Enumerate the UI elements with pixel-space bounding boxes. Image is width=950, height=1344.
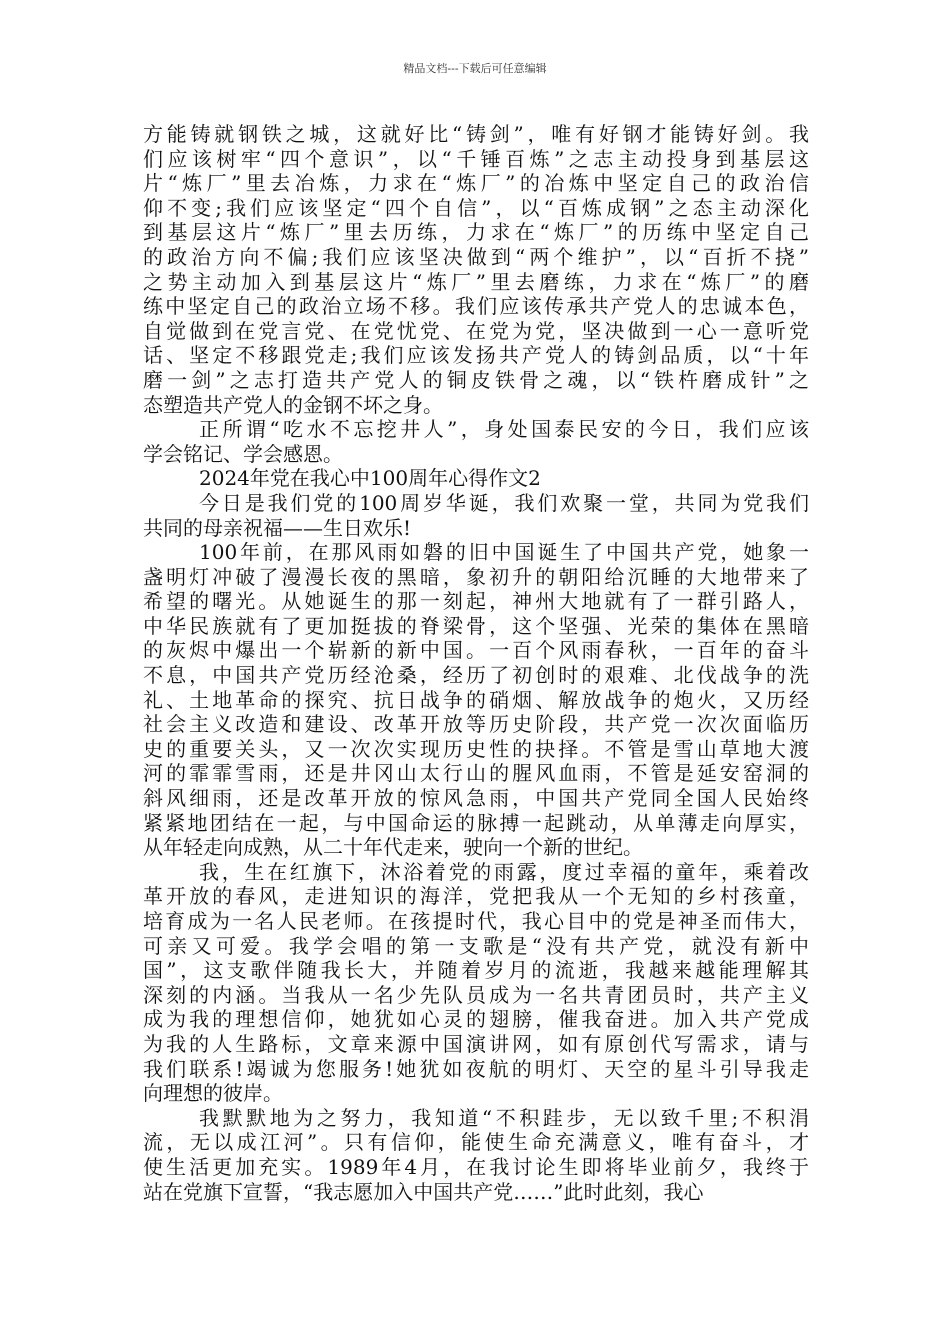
text-line: 社会主义改造和建设、改革开放等历史阶段，共产党一次次面临历 (143, 712, 809, 737)
text-line: 的政治方向不偏;我们应该坚决做到“两个维护”，以“百折不挠” (143, 244, 809, 269)
text-line: 可亲又可爱。我学会唱的第一支歌是“没有共产党，就没有新中 (143, 933, 809, 958)
text-line: 斜风细雨，还是改革开放的惊风急雨，中国共产党同全国人民始终 (143, 786, 809, 811)
text-line: 们应该树牢“四个意识”，以“千锤百炼”之志主动投身到基层这 (143, 146, 809, 171)
text-line: 我们联系!竭诚为您服务!她犹如夜航的明灯、天空的星斗引导我走 (143, 1056, 809, 1081)
paragraph (143, 491, 809, 540)
paragraph (143, 540, 809, 860)
text-line: 2024年党在我心中100周年心得作文2 (199, 466, 541, 491)
text-line: 成为我的理想信仰，她犹如心灵的翅膀，催我奋进。加入共产党成 (143, 1007, 809, 1032)
page-header: 精品文档---下载后可任意编辑 (403, 62, 547, 75)
paragraph (143, 860, 809, 1106)
text-line: 中华民族就有了更加挺拔的脊梁骨，这个坚强、光荣的集体在黑暗 (143, 613, 809, 638)
document-body (143, 122, 809, 1204)
paragraph (143, 1106, 809, 1204)
text-line: 练中坚定自己的政治立场不移。我们应该传承共产党人的忠诚本色， (143, 294, 809, 319)
text-line: 站在党旗下宣誓，“我志愿加入中国共产党……”此时此刻，我心 (143, 1179, 704, 1204)
paragraph (143, 466, 809, 491)
text-line: 深刻的内涵。当我从一名少先队员成为一名共青团员时，共产主义 (143, 982, 809, 1007)
text-line: 史的重要关头，又一次次实现历史性的抉择。不管是雪山草地大渡 (143, 736, 809, 761)
text-line: 正所谓“吃水不忘挖井人”，身处国泰民安的今日，我们应该 (199, 417, 809, 442)
text-line: 片“炼厂”里去冶炼，力求在“炼厂”的冶炼中坚定自己的政治信 (143, 171, 809, 196)
text-line: 态塑造共产党人的金钢不坏之身。 (143, 392, 443, 417)
text-line: 之势主动加入到基层这片“炼厂”里去磨练，力求在“炼厂”的磨 (143, 269, 809, 294)
text-line: 方能铸就钢铁之城，这就好比“铸剑”，唯有好钢才能铸好剑。我 (143, 122, 809, 146)
text-line: 我默默地为之努力，我知道“不积跬步，无以致千里;不积涓 (199, 1105, 809, 1130)
text-line: 河的霏霏雪雨，还是井冈山太行山的腥风血雨，不管是延安窑洞的 (143, 761, 809, 786)
text-line: 培育成为一名人民老师。在孩提时代，我心目中的党是神圣而伟大， (143, 909, 809, 933)
text-line: 礼、土地革命的探究、抗日战争的硝烟、解放战争的炮火，又历经 (143, 687, 809, 712)
text-line: 为我的人生路标，文章来源中国演讲网，如有原创代写需求，请与 (143, 1031, 809, 1056)
text-line: 的灰烬中爆出一个崭新的新中国。一百个风雨春秋，一百年的奋斗 (143, 638, 809, 663)
text-line: 国”，这支歌伴随我长大，并随着岁月的流逝，我越来越能理解其 (143, 958, 809, 983)
paragraph (143, 122, 809, 417)
text-line: 使生活更加充实。1989年4月，在我讨论生即将毕业前夕，我终于 (143, 1154, 809, 1179)
text-line: 学会铭记、学会感恩。 (143, 441, 343, 466)
text-line: 共同的母亲祝福——生日欢乐! (143, 515, 412, 540)
text-line: 话、坚定不移跟党走;我们应该发扬共产党人的铸剑品质，以“十年 (143, 343, 809, 368)
text-line: 紧紧地团结在一起，与中国命运的脉搏一起跳动，从单薄走向厚实， (143, 810, 809, 835)
text-line: 不息，中国共产党历经沧桑，经历了初创时的艰难、北伐战争的洗 (143, 663, 809, 688)
text-line: 革开放的春风，走进知识的海洋，党把我从一个无知的乡村孩童， (143, 884, 809, 909)
text-line: 从年轻走向成熟，从二十年代走来，驶向一个新的世纪。 (143, 835, 643, 860)
text-line: 自觉做到在党言党、在党忧党、在党为党，坚决做到一心一意听党 (143, 318, 809, 343)
text-line: 磨一剑”之志打造共产党人的铜皮铁骨之魂，以“铁杵磨成针”之 (143, 367, 809, 392)
text-line: 我，生在红旗下，沐浴着党的雨露，度过幸福的童年，乘着改 (199, 859, 809, 884)
text-line: 向理想的彼岸。 (143, 1081, 283, 1106)
paragraph (143, 417, 809, 466)
text-line: 仰不变;我们应该坚定“四个自信”，以“百炼成钢”之态主动深化 (143, 195, 809, 220)
text-line: 盏明灯冲破了漫漫长夜的黑暗，象初升的朝阳给沉睡的大地带来了 (143, 564, 809, 589)
text-line: 到基层这片“炼厂”里去历练，力求在“炼厂”的历练中坚定自己 (143, 220, 809, 245)
text-line: 100年前，在那风雨如磐的旧中国诞生了中国共产党，她象一 (199, 540, 809, 565)
text-line: 希望的曙光。从她诞生的那一刻起，神州大地就有了一群引路人， (143, 589, 809, 614)
text-line: 今日是我们党的100周岁华诞，我们欢聚一堂，共同为党我们 (199, 490, 809, 515)
text-line: 流，无以成江河”。只有信仰，能使生命充满意义，唯有奋斗，才 (143, 1130, 809, 1155)
